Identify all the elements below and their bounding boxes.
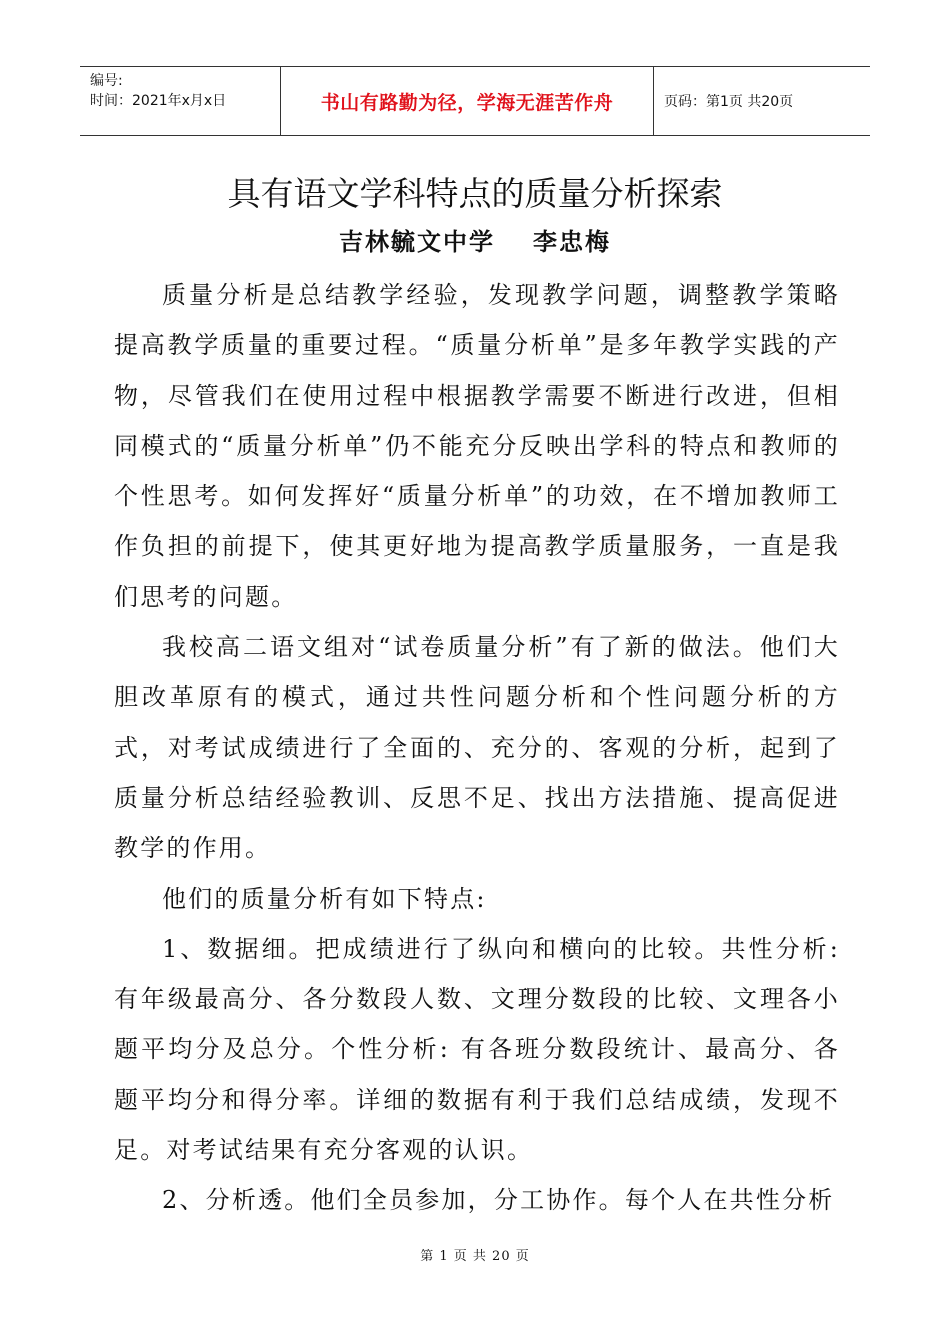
paragraph: 1、数据细。把成绩进行了纵向和横向的比较。共性分析:有年级最高分、各分数段人数、文理分数段的比较、文理各小题平均分及总分。个性分析: 有各班分数段统计、最高分、各题平均分和得分率。详细的数据有利于我们总结成绩，发现不足。对考试结果有充分客观的认识。: [114, 934, 840, 1165]
author-name: 李忠梅: [533, 228, 611, 256]
document-time-label: 时间：2021年x月x日: [90, 93, 227, 109]
paragraph: 我校高二语文组对“试卷质量分析”有了新的做法。他们大胆改革原有的模式，通过共性问题分析和个性问题分析的方式，对考试成绩进行了全面的、充分的、客观的分析，起到了质量分析总结经验教训、反思不足、找出方法措施、提高促进教学的作用。: [114, 633, 840, 863]
author-school: 吉林毓文中学: [339, 228, 495, 256]
header-motto: 书山有路勤为径，学海无涯苦作舟: [320, 91, 614, 114]
header-page-info: 页码：第1页 共20页: [664, 94, 794, 110]
author-line: [0, 222, 950, 262]
header-motto-cell: [281, 67, 654, 135]
paragraph: 他们的质量分析有如下特点:: [162, 884, 487, 913]
paragraph: 质量分析是总结教学经验，发现教学问题，调整教学策略提高教学质量的重要过程。“质量分析单”是多年教学实践的产物，尽管我们在使用过程中根据教学需要不断进行改进，但相同模式的“质量分析单”仍不能充分反映出学科的特点和教师的个性思考。如何发挥好“质量分析单”的功效，在不增加教师工作负担的前提下，使其更好地为提高教学质量服务，一直是我们思考的问题。: [114, 281, 840, 611]
document-body: [114, 270, 840, 1226]
header-page-cell: [654, 67, 870, 135]
document-title: 具有语文学科特点的质量分析探索: [227, 174, 723, 213]
header-meta-cell: [80, 67, 281, 135]
header-table: [80, 66, 870, 136]
document-number-label: 编号:: [90, 73, 123, 89]
page-footer: 第 1 页 共 20 页: [420, 1249, 530, 1264]
paragraph: 2、分析透。他们全员参加，分工协作。每个人在共性分析: [162, 1186, 835, 1215]
